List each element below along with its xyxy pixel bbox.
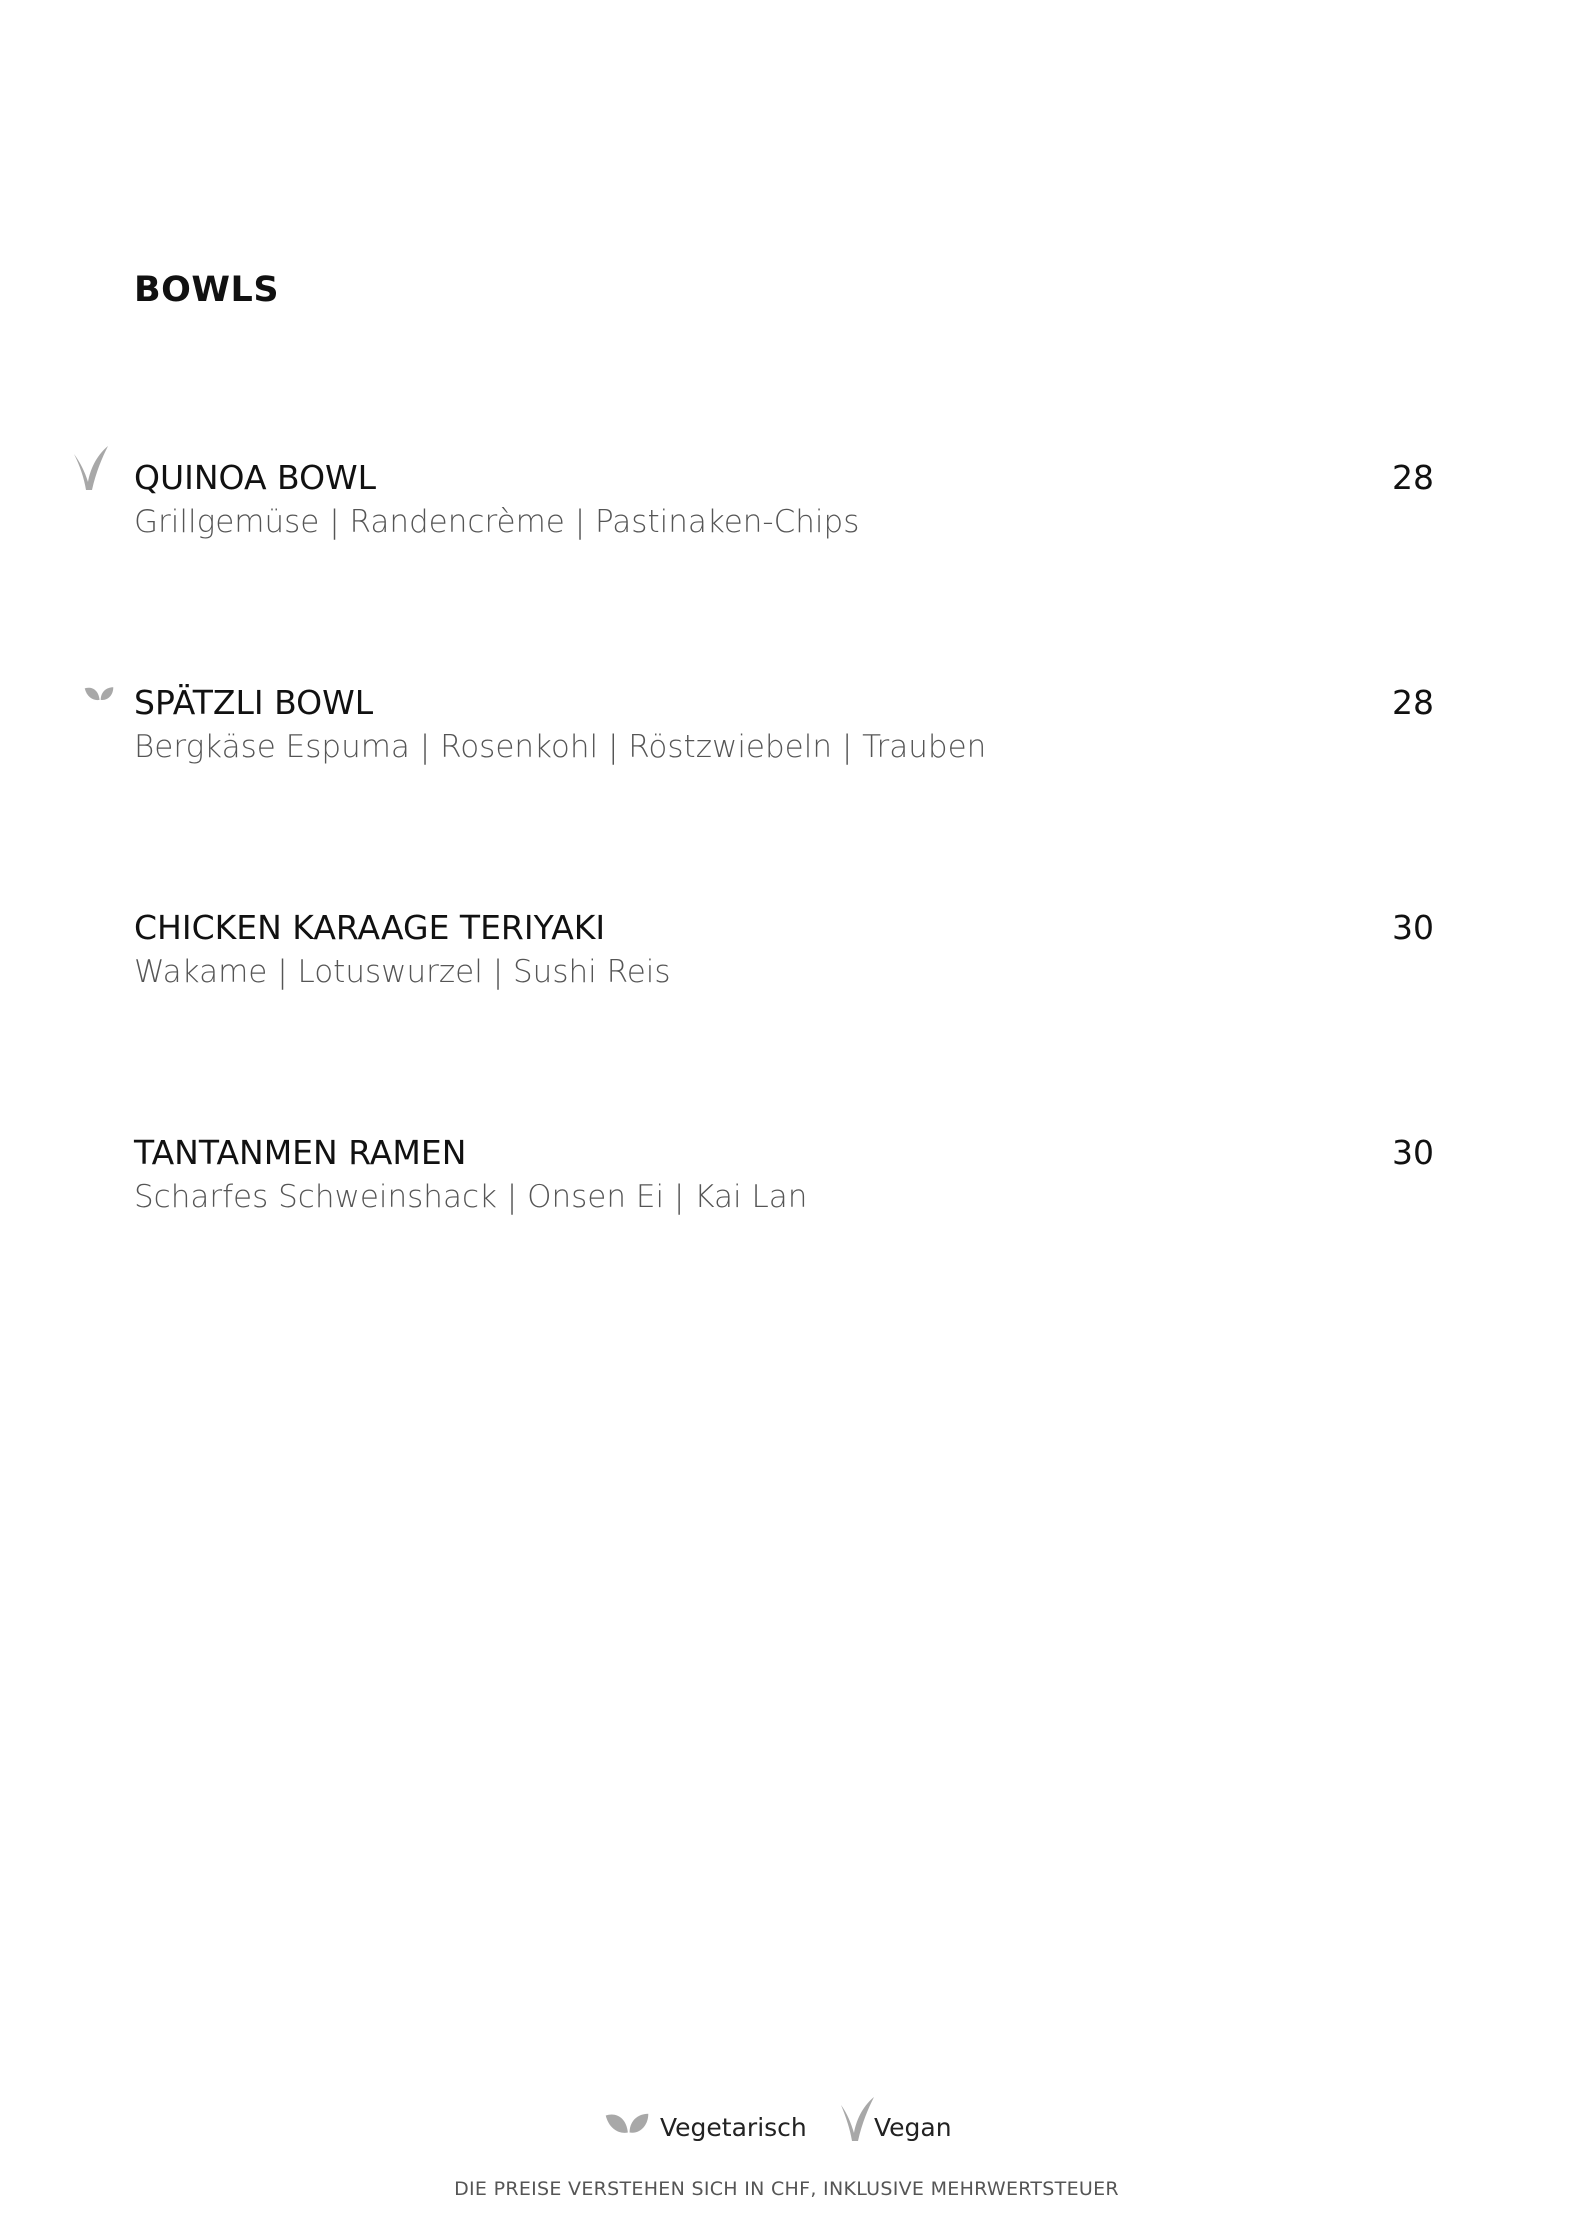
vegetarian-icon — [72, 685, 126, 717]
item-name: SPÄTZLI BOWL — [134, 683, 374, 722]
item-price: 28 — [1392, 683, 1434, 722]
item-name: TANTANMEN RAMEN — [134, 1133, 467, 1172]
price-note: DIE PREISE VERSTEHEN SICH IN CHF, INKLUSIVE MEHRWERTSTEUER — [454, 2178, 1119, 2200]
vegan-icon — [72, 440, 126, 496]
vegan-icon — [840, 2095, 878, 2143]
item-price: 30 — [1392, 1133, 1434, 1172]
diet-legend — [604, 2095, 1004, 2155]
item-price: 28 — [1392, 458, 1434, 497]
item-description: Wakame | Lotuswurzel | Sushi Reis — [134, 954, 671, 990]
vegetarian-icon — [604, 2109, 650, 2139]
item-name: CHICKEN KARAAGE TERIYAKI — [134, 908, 606, 947]
item-description: Scharfes Schweinshack | Onsen Ei | Kai Lan — [134, 1179, 808, 1215]
item-price: 30 — [1392, 908, 1434, 947]
legend-vegan-label: Vegan — [874, 2113, 952, 2142]
section-title: BOWLS — [134, 270, 280, 310]
legend-vegetarian-label: Vegetarisch — [660, 2113, 807, 2142]
item-description: Bergkäse Espuma | Rosenkohl | Röstzwiebeln | Trauben — [134, 729, 987, 765]
item-description: Grillgemüse | Randencrème | Pastinaken-Chips — [134, 504, 860, 540]
item-name: QUINOA BOWL — [134, 458, 377, 497]
